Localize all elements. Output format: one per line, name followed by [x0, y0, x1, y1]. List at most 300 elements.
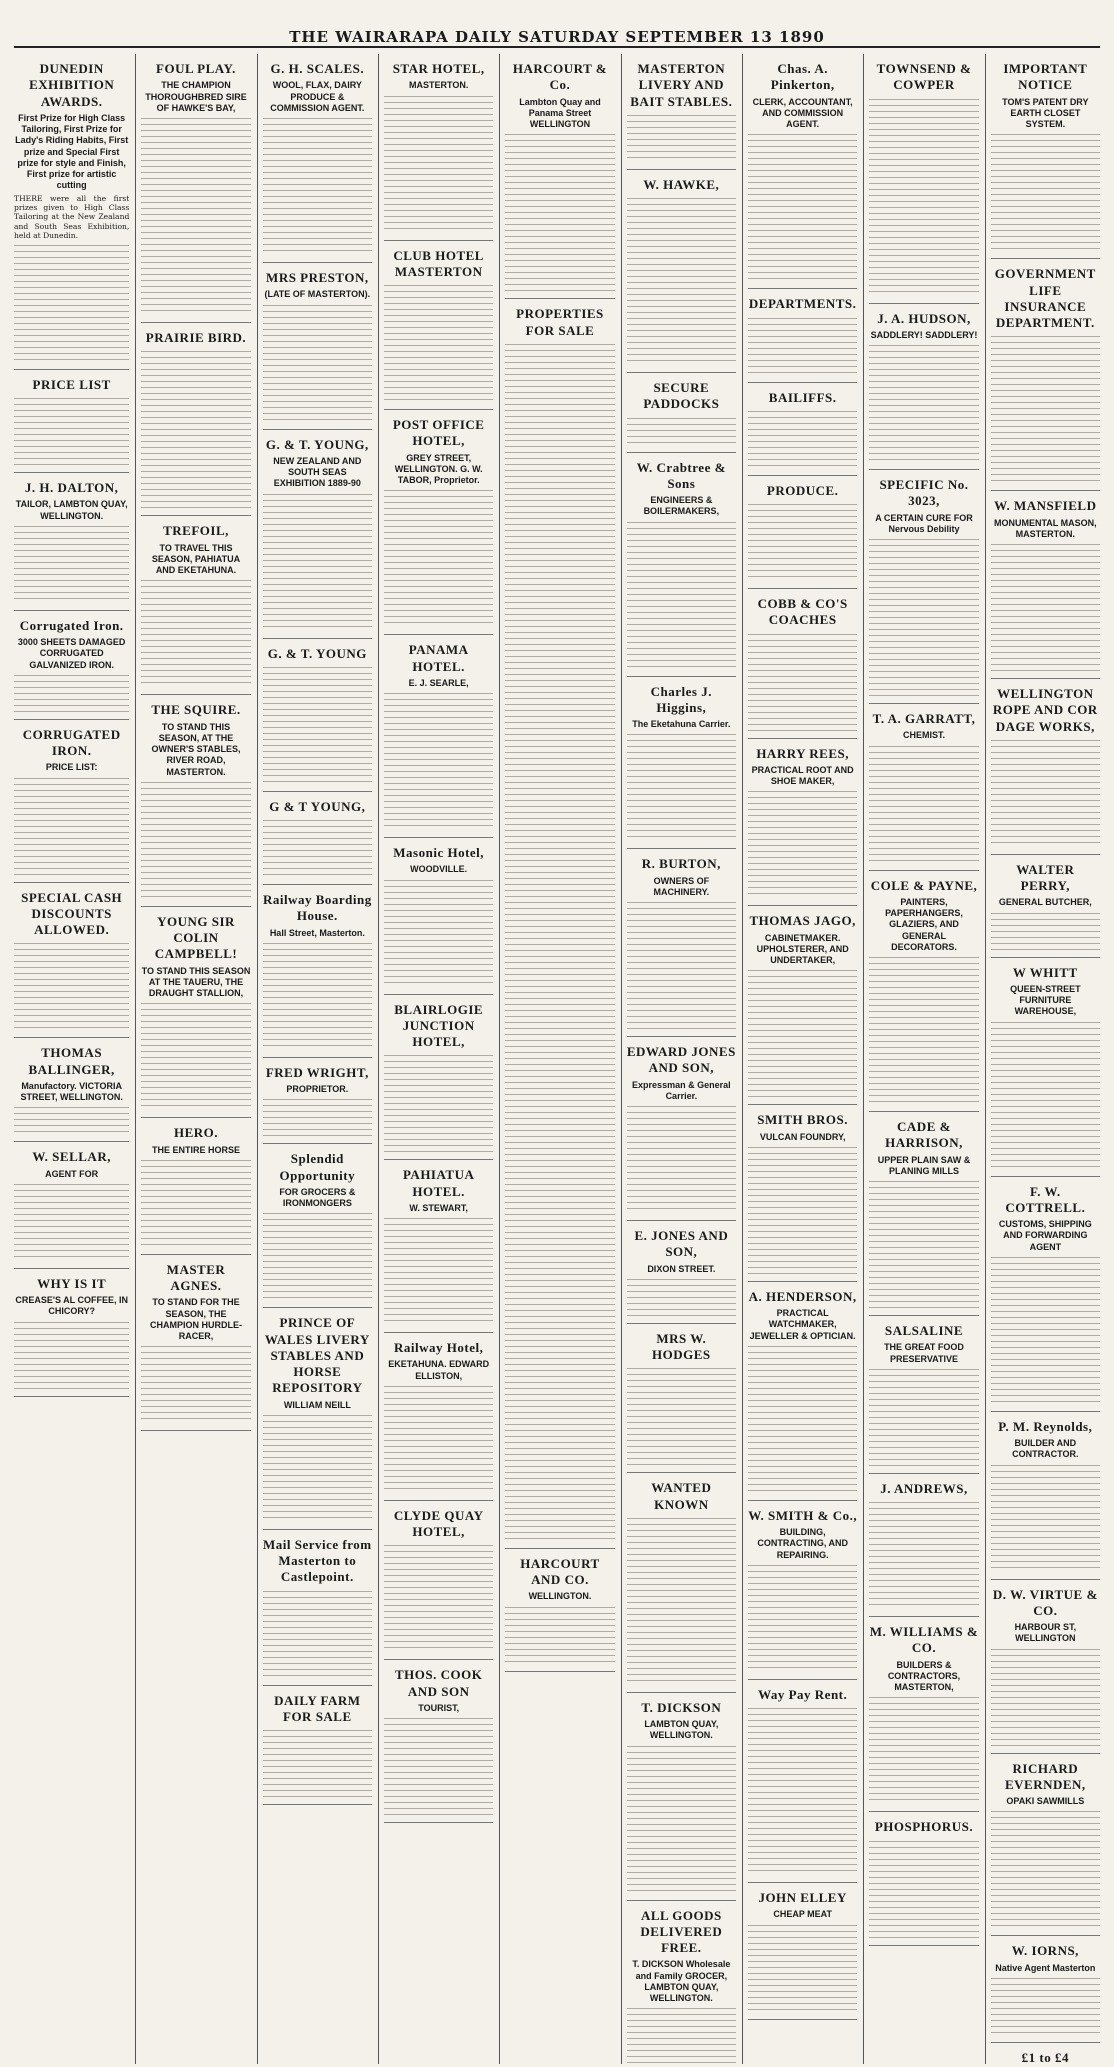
advertisement: [627, 1901, 736, 2065]
advert-title: SMITH BROS.: [757, 1112, 849, 1128]
body-text-lines: [869, 955, 978, 1105]
advert-subtitle: THE GREAT FOOD PRESERVATIVE: [884, 1342, 964, 1364]
advert-subtitle: AGENT FOR: [45, 1168, 99, 1179]
body-text-lines: [627, 520, 736, 670]
body-text-lines: [748, 502, 857, 582]
advertisement: [627, 54, 736, 170]
advert-subtitle: TO STAND THIS SEASON AT THE TAUERU, THE DRAUGHT STALLION,: [141, 965, 251, 998]
body-text-lines: [627, 2006, 736, 2064]
advertisement: [384, 995, 493, 1161]
body-text-lines: [991, 738, 1100, 848]
body-text-lines: [869, 1839, 978, 1939]
advert-title: W. IORNS,: [1011, 1943, 1079, 1959]
body-text-lines: [14, 673, 129, 713]
advertisement: [869, 470, 978, 704]
advertisement: [384, 410, 493, 635]
body-text-lines: [991, 542, 1100, 672]
advert-subtitle: (LATE OF MASTERTON).: [264, 289, 371, 300]
advertisement: [263, 1530, 372, 1686]
body-text-lines: [627, 1366, 736, 1466]
advert-body: THERE were all the first prizes given to High Class Tailoring at the New Zealand and South Seas Exhibition, held at Dunedin.: [14, 193, 130, 241]
body-text-lines: [141, 1158, 250, 1248]
advertisement: [748, 1680, 857, 1883]
advertisement: [14, 54, 129, 370]
body-text-lines: [263, 1097, 372, 1137]
body-text-lines: [505, 342, 614, 1542]
advert-title: POST OFFICE HOTEL,: [392, 417, 485, 449]
advert-title: MRS PRESTON,: [266, 270, 369, 285]
body-text-lines: [869, 343, 978, 463]
advert-title: E. JONES AND SON,: [634, 1228, 729, 1260]
advert-title: PRAIRIE BIRD.: [145, 330, 247, 345]
advert-subtitle: The Eketahuna Carrier.: [632, 719, 731, 729]
body-text-lines: [869, 537, 978, 697]
advertisement: [141, 323, 250, 516]
advert-title: W. SELLAR,: [32, 1149, 111, 1165]
advert-title: STAR HOTEL,: [392, 61, 485, 76]
advert-subtitle: EKETAHUNA. EDWARD ELLISTON,: [388, 1359, 490, 1381]
advert-subtitle: PRICE LIST:: [45, 762, 98, 773]
advertisement: [991, 1177, 1100, 1412]
body-text-lines: [748, 1344, 857, 1494]
advertisement: [384, 1660, 493, 1823]
advert-subtitle: CUSTOMS, SHIPPING AND FORWARDING AGENT: [998, 1219, 1092, 1252]
advertisement: [14, 883, 129, 1039]
advertisement: [748, 1105, 857, 1282]
body-text-lines: [991, 1020, 1100, 1170]
advertisement: [141, 1255, 250, 1432]
advert-subtitle: GREY STREET, WELLINGTON. G. W. TABOR, Proprietor.: [394, 452, 483, 485]
advert-title: P. M. Reynolds,: [998, 1418, 1093, 1434]
advert-subtitle: CREASE'S AL COFFEE, IN CHICORY?: [15, 1295, 128, 1317]
body-text-lines: [141, 1344, 250, 1424]
body-text-lines: [14, 941, 129, 1031]
advert-subtitle: HARBOUR ST, WELLINGTON: [1014, 1622, 1077, 1644]
advertisement: [263, 54, 372, 263]
advert-title: THE SQUIRE.: [151, 702, 241, 718]
advertisement: [384, 1501, 493, 1661]
advert-subtitle: MASTERTON.: [408, 80, 469, 91]
advert-title: ALL GOODS DELIVERED FREE.: [640, 1907, 723, 1955]
advert-subtitle: Lambton Quay and Panama Street WELLINGTON: [519, 96, 601, 129]
body-text-lines: [384, 1216, 493, 1326]
body-text-lines: [141, 780, 250, 900]
body-text-lines: [627, 732, 736, 842]
advert-title: J. A. HUDSON,: [877, 310, 971, 326]
advertisement: [384, 1160, 493, 1333]
advertisement: [14, 1269, 129, 1397]
advertisement: [869, 54, 978, 304]
body-text-lines: [14, 524, 129, 604]
body-text-lines: [869, 1179, 978, 1309]
advertisement: [627, 170, 736, 373]
body-text-lines: [748, 1923, 857, 2013]
advert-subtitle: FOR GROCERS & IRONMONGERS: [279, 1186, 356, 1208]
column-1: [14, 54, 129, 2064]
body-text-lines: [14, 396, 129, 466]
body-text-lines: [748, 1145, 857, 1275]
advertisement: [991, 855, 1100, 958]
body-text-lines: [505, 1605, 614, 1665]
column-6: [621, 54, 736, 2064]
body-text-lines: [627, 900, 736, 1030]
body-text-lines: [141, 1001, 250, 1111]
body-text-lines: [384, 488, 493, 628]
advert-subtitle: PRACTICAL ROOT AND SHOE MAKER,: [751, 764, 854, 786]
advertisement: [748, 476, 857, 589]
advert-subtitle: NEW ZEALAND AND SOUTH SEAS EXHIBITION 1889-90: [273, 455, 362, 489]
advertisement: [748, 1883, 857, 2020]
body-text-lines: [991, 1255, 1100, 1405]
body-text-lines: [14, 1320, 129, 1390]
advert-title: THOMAS BALLINGER,: [28, 1045, 115, 1077]
advert-title: Chas. A. Pinkerton,: [770, 61, 835, 93]
body-text-lines: [14, 1105, 129, 1135]
column-7: [742, 54, 857, 2064]
advert-subtitle: THE ENTIRE HORSE: [151, 1144, 240, 1155]
body-text-lines: [263, 116, 372, 256]
body-text-lines: [384, 878, 493, 988]
column-2: [135, 54, 250, 2064]
advert-subtitle: BUILDING, CONTRACTING, AND REPAIRING.: [757, 1527, 848, 1560]
advertisement: [384, 241, 493, 411]
advert-title: CORRUGATED IRON.: [22, 726, 121, 759]
advert-title: IMPORTANT NOTICE: [1003, 61, 1088, 93]
advertisement: [748, 739, 857, 907]
advertisement: [14, 370, 129, 473]
advert-title: MASTER AGNES.: [166, 1261, 226, 1293]
advertisement: [869, 871, 978, 1113]
advert-title: G. H. SCALES.: [270, 61, 365, 76]
body-text-lines: [263, 1211, 372, 1301]
body-text-lines: [384, 1543, 493, 1653]
advertisement: [627, 677, 736, 850]
advert-subtitle: PROPRIETOR.: [286, 1084, 349, 1094]
advertisement: [869, 1812, 978, 1945]
advertisement: [627, 453, 736, 677]
advert-subtitle: TO TRAVEL THIS SEASON, PAHIATUA AND EKETAHUNA.: [151, 542, 241, 575]
advert-subtitle: OWNERS OF MACHINERY.: [653, 875, 710, 897]
advert-title: Masonic Hotel,: [393, 845, 485, 860]
advertisement: [263, 430, 372, 639]
advert-title: £1 to £4: [1021, 2049, 1069, 2064]
body-text-lines: [627, 1516, 736, 1686]
advertisement: [627, 1473, 736, 1693]
body-text-lines: [748, 316, 857, 376]
advert-title: WHY IS IT: [37, 1275, 107, 1291]
body-text-lines: [505, 132, 614, 292]
advertisement: [627, 1693, 736, 1901]
advert-subtitle: W. STEWART,: [409, 1202, 468, 1213]
advert-title: COLE & PAYNE,: [870, 877, 978, 893]
advertisement: [141, 1118, 250, 1255]
advert-subtitle: WILLIAM NEILL: [283, 1399, 351, 1410]
body-text-lines: [384, 283, 493, 403]
advert-subtitle: TO STAND FOR THE SEASON, THE CHAMPION HURDLE-RACER,: [149, 1297, 242, 1341]
advertisement: [14, 720, 129, 883]
advertisement: [141, 907, 250, 1119]
column-8: [863, 54, 978, 2064]
advertisement: [263, 1686, 372, 1806]
advert-title: FRED WRIGHT,: [265, 1064, 369, 1080]
advert-title: Railway Hotel,: [394, 1340, 484, 1355]
advert-title: TOWNSEND & COWPER: [876, 61, 972, 93]
advertisement: [748, 383, 857, 476]
advert-subtitle: CABINETMAKER. UPHOLSTERER, AND UNDERTAKER,: [756, 932, 849, 965]
body-text-lines: [263, 303, 372, 423]
advert-subtitle: QUEEN-STREET FURNITURE WAREHOUSE,: [1010, 983, 1081, 1017]
advert-title: RICHARD EVERNDEN,: [1004, 1760, 1086, 1792]
advertisement: [141, 516, 250, 695]
body-text-lines: [991, 1463, 1100, 1573]
body-text-lines: [384, 1053, 493, 1153]
body-text-lines: [263, 1589, 372, 1679]
advertisement: [141, 54, 250, 323]
advert-subtitle: CLERK, ACCOUNTANT, AND COMMISSION AGENT.: [752, 96, 853, 129]
advertisement: [263, 1058, 372, 1145]
body-text-lines: [141, 349, 250, 509]
advert-title: HARCOURT AND CO.: [520, 1555, 600, 1587]
advert-title: WALTER PERRY,: [1016, 861, 1075, 893]
advert-title: Railway Boarding House.: [262, 892, 372, 924]
advert-title: Splendid Opportunity: [279, 1151, 356, 1183]
advertisement: [991, 1754, 1100, 1937]
advert-title: Way Pay Rent.: [758, 1686, 848, 1702]
advert-title: W. SMITH & Co.,: [748, 1507, 858, 1523]
advert-subtitle: Hall Street, Masterton.: [269, 927, 365, 938]
body-text-lines: [263, 492, 372, 632]
advert-title: PRICE LIST: [32, 376, 111, 392]
advertisement: [869, 1112, 978, 1316]
advert-subtitle: CHEMIST.: [902, 730, 945, 741]
advert-subtitle: VULCAN FOUNDRY,: [759, 1131, 846, 1142]
advert-subtitle: Manufactory. VICTORIA STREET, WELLINGTON.: [20, 1080, 123, 1103]
advert-title: MRS W. HODGES: [652, 1330, 711, 1362]
advertisement: [748, 589, 857, 739]
body-text-lines: [627, 196, 736, 366]
advert-subtitle: TOM'S PATENT DRY EARTH CLOSET SYSTEM.: [1002, 96, 1089, 129]
advert-subtitle: E. J. SEARLE,: [408, 677, 469, 688]
advert-subtitle: First Prize for High Class Tailoring, First Prize for Lady's Riding Habits, First prize and Special First prize for style and Finish, First prize for artistic cutting: [15, 112, 129, 191]
advertisement: [14, 473, 129, 611]
advertisement: [748, 289, 857, 382]
advertisement: [14, 1142, 129, 1269]
advert-subtitle: DIXON STREET.: [647, 1263, 716, 1274]
advert-title: MASTERTON LIVERY AND BAIT STABLES.: [630, 61, 733, 109]
advert-title: SPECIFIC No. 3023,: [879, 477, 969, 509]
advertisement: [505, 54, 614, 299]
column-4: [378, 54, 493, 2064]
advert-title: DUNEDIN EXHIBITION AWARDS.: [29, 61, 115, 109]
advert-subtitle: TO STAND THIS SEASON, AT THE OWNER'S STABLES, RIVER ROAD, MASTERTON.: [151, 721, 241, 777]
advertisement: [141, 695, 250, 907]
advertisement: [869, 1474, 978, 1617]
advert-title: WELLINGTON ROPE AND COR DAGE WORKS,: [992, 686, 1098, 734]
advert-title: D. W. VIRTUE & CO.: [992, 1586, 1098, 1618]
advert-subtitle: TOURIST,: [418, 1702, 460, 1713]
advert-title: CADE & HARRISON,: [885, 1119, 963, 1151]
advertisement: [384, 1333, 493, 1501]
body-text-lines: [14, 776, 129, 876]
advertisement: [627, 1324, 736, 1474]
advertisement: [991, 1412, 1100, 1580]
advert-subtitle: LAMBTON QUAY, WELLINGTON.: [644, 1719, 719, 1741]
body-text-lines: [991, 132, 1100, 252]
advert-title: DAILY FARM FOR SALE: [274, 1692, 361, 1724]
advertisement: [991, 958, 1100, 1177]
advert-title: WANTED KNOWN: [651, 1480, 712, 1512]
advert-title: G. & T. YOUNG: [267, 645, 367, 661]
advert-title: PAHIATUA HOTEL.: [402, 1167, 475, 1199]
body-text-lines: [141, 116, 250, 316]
body-text-lines: [384, 691, 493, 831]
advert-subtitle: Expressman & General Carrier.: [632, 1079, 731, 1101]
advert-title: COBB & CO'S COACHES: [757, 596, 848, 628]
advertisement: [991, 2043, 1100, 2064]
body-text-lines: [263, 818, 372, 878]
advert-title: PRODUCE.: [766, 482, 839, 498]
body-text-lines: [141, 578, 250, 688]
page-title: THE WAIRARAPA DAILY SATURDAY SEPTEMBER 13 1890: [14, 10, 1100, 48]
body-text-lines: [263, 1413, 372, 1523]
advert-subtitle: THE CHAMPION THOROUGHBRED SIRE OF HAWKE'S BAY,: [145, 80, 247, 113]
advert-subtitle: OPAKI SAWMILLS: [1006, 1796, 1085, 1806]
advert-title: R. BURTON,: [641, 856, 721, 872]
advert-title: THOMAS JAGO,: [749, 913, 856, 929]
advert-title: JOHN ELLEY: [758, 1890, 847, 1905]
advert-title: PHOSPHORUS.: [874, 1819, 974, 1835]
advert-title: DEPARTMENTS.: [748, 296, 857, 312]
advertisement: [991, 679, 1100, 855]
body-text-lines: [869, 1500, 978, 1610]
advertisement: [991, 259, 1100, 491]
body-text-lines: [748, 1563, 857, 1673]
advertisement: [384, 635, 493, 838]
body-text-lines: [263, 941, 372, 1051]
advertisement: [384, 838, 493, 995]
advert-subtitle: A CERTAIN CURE FOR Nervous Debility: [875, 512, 973, 534]
advert-title: W. MANSFIELD: [994, 498, 1097, 514]
advert-title: TREFOIL,: [163, 523, 229, 539]
advert-title: SECURE PADDOCKS: [643, 380, 720, 412]
advertisement: [869, 1617, 978, 1812]
column-5: [499, 54, 614, 2064]
advert-title: T. DICKSON: [641, 1699, 722, 1715]
advert-subtitle: WOOL, FLAX, DAIRY PRODUCE & COMMISSION AGENT.: [270, 80, 365, 113]
body-text-lines: [869, 97, 978, 297]
advert-title: J. ANDREWS,: [880, 1480, 968, 1496]
advert-subtitle: PAINTERS, PAPERHANGERS, GLAZIERS, AND GENERAL DECORATORS.: [885, 896, 963, 952]
advert-title: HERO.: [173, 1125, 219, 1141]
advertisement: [263, 792, 372, 885]
advert-subtitle: CHEAP MEAT: [773, 1909, 832, 1920]
advert-title: Charles J. Higgins,: [650, 683, 712, 715]
body-text-lines: [748, 632, 857, 732]
body-text-lines: [869, 1367, 978, 1467]
advertisement: [991, 54, 1100, 259]
body-text-lines: [991, 1647, 1100, 1747]
advert-title: F. W. COTTRELL.: [1005, 1183, 1086, 1215]
column-3: [257, 54, 372, 2064]
advert-title: FOUL PLAY.: [156, 61, 236, 76]
advert-title: CLYDE QUAY HOTEL,: [393, 1507, 484, 1539]
advertisement: [991, 1936, 1100, 2043]
advertisement: [991, 491, 1100, 679]
advert-subtitle: UPPER PLAIN SAW & PLANING MILLS: [877, 1154, 971, 1176]
advertisement: [263, 639, 372, 792]
advertisement: [627, 849, 736, 1037]
advert-title: Corrugated Iron.: [19, 617, 124, 633]
advert-title: A. HENDERSON,: [748, 1288, 857, 1304]
advert-title: PROPERTIES FOR SALE: [516, 306, 604, 338]
advertisement: [627, 1037, 736, 1221]
advertisement: [991, 1580, 1100, 1754]
body-text-lines: [384, 1384, 493, 1494]
advertisement: [748, 54, 857, 289]
advert-title: G & T YOUNG,: [269, 798, 366, 814]
advertisement: [505, 1549, 614, 1672]
body-text-lines: [384, 1716, 493, 1816]
advert-columns: [14, 54, 1100, 2064]
advertisement: [14, 611, 129, 720]
advertisement: [627, 373, 736, 453]
advert-subtitle: MONUMENTAL MASON, MASTERTON.: [993, 517, 1097, 539]
body-text-lines: [748, 132, 857, 282]
advert-subtitle: PRACTICAL WATCHMAKER, JEWELLER & OPTICIAN.: [749, 1308, 856, 1341]
advertisement: [748, 906, 857, 1105]
body-text-lines: [869, 744, 978, 864]
advertisement: [263, 1308, 372, 1530]
advert-subtitle: BUILDERS & CONTRACTORS, MASTERTON,: [887, 1659, 961, 1692]
advert-title: PANAMA HOTEL.: [408, 642, 469, 674]
advert-subtitle: Native Agent Masterton: [995, 1962, 1096, 1973]
advert-title: BLAIRLOGIE JUNCTION HOTEL,: [394, 1001, 484, 1049]
advertisement: [748, 1501, 857, 1680]
body-text-lines: [748, 1706, 857, 1876]
advert-title: EDWARD JONES AND SON,: [626, 1044, 736, 1076]
advert-title: CLUB HOTEL MASTERTON: [393, 247, 484, 279]
advert-title: THOS. COOK AND SON: [394, 1667, 483, 1699]
body-text-lines: [869, 1695, 978, 1805]
advert-subtitle: 3000 SHEETS DAMAGED CORRUGATED GALVANIZED IRON.: [17, 637, 126, 670]
body-text-lines: [991, 911, 1100, 951]
advert-title: PRINCE OF WALES LIVERY STABLES AND HORSE REPOSITORY: [264, 1315, 370, 1396]
advert-title: W. HAWKE,: [643, 176, 720, 192]
body-text-lines: [991, 1809, 1100, 1929]
advert-title: M. WILLIAMS & CO.: [869, 1624, 979, 1656]
body-text-lines: [991, 1976, 1100, 2036]
body-text-lines: [627, 1104, 736, 1214]
column-9: [985, 54, 1100, 2064]
advert-title: BAILIFFS.: [768, 389, 837, 405]
body-text-lines: [748, 789, 857, 899]
advert-subtitle: GENERAL BUTCHER,: [998, 897, 1092, 908]
advert-title: T. A. GARRATT,: [872, 711, 976, 726]
advertisement: [627, 1221, 736, 1324]
body-text-lines: [384, 94, 493, 234]
body-text-lines: [263, 665, 372, 785]
advertisement: [263, 1144, 372, 1308]
advert-subtitle: SADDLERY! SADDLERY!: [870, 329, 978, 340]
advert-title: J. H. DALTON,: [24, 480, 119, 496]
advert-subtitle: WELLINGTON.: [528, 1591, 592, 1602]
advert-title: HARCOURT & Co.: [512, 61, 608, 93]
advert-subtitle: BUILDER AND CONTRACTOR.: [1012, 1438, 1079, 1460]
body-text-lines: [14, 243, 129, 363]
advert-title: YOUNG SIR COLIN CAMPBELL!: [154, 913, 238, 962]
advert-subtitle: T. DICKSON Wholesale and Family GROCER, LAMBTON QUAY, WELLINGTON.: [632, 1959, 731, 2003]
body-text-lines: [14, 1182, 129, 1262]
